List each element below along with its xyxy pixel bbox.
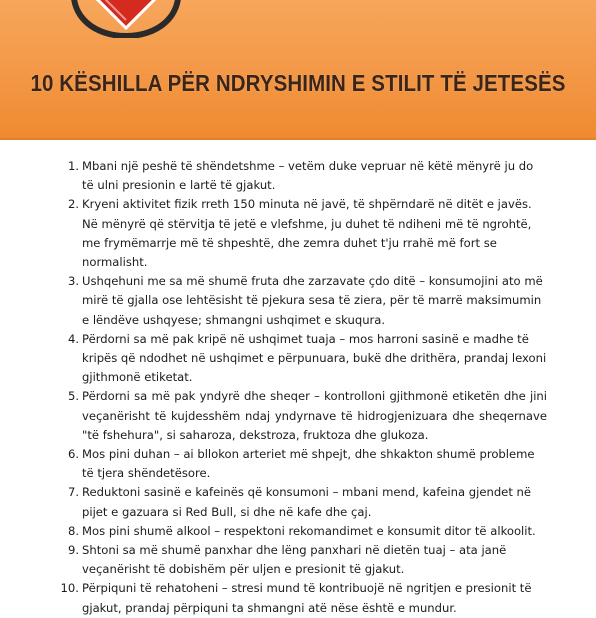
- tip-text: Përdorni sa më pak kripë në ushqimet tuaja – mos harroni sasinë e madhe të kripës që ndodhet në ushqimet e përpunuara, bukë dhe drithëra, prandaj lexoni gjithmonë etiketat.: [82, 331, 547, 385]
- list-item: [53, 387, 547, 445]
- tip-number: 4.: [67, 331, 79, 346]
- tip-number: 1.: [67, 159, 79, 173]
- tip-number: 9.: [67, 543, 79, 558]
- list-item: [53, 483, 547, 521]
- tip-text: Kryeni aktivitet fizik rreth 150 minuta në javë, të shpërndarë në ditët e javës. Në mënyrë që stërvitja të jetë e vlefshme, ju duhet të ndiheni më të ngrohtë, me frymëmarrje më të shpeshtë, dhe zemra duhet t'ju rrahë më fort se normalisht.: [82, 197, 532, 270]
- tip-number: 10.: [60, 581, 79, 596]
- tips-list: [53, 157, 547, 618]
- tip-number: 2.: [67, 197, 79, 212]
- tip-number: 6.: [67, 447, 79, 462]
- list-item: [53, 330, 547, 388]
- tip-text: Mos pini shumë alkool – respektoni rekomandimet e konsumit ditor të alkoolit.: [82, 523, 536, 538]
- tip-text: Ushqehuni me sa më shumë fruta dhe zarzavate çdo ditë – konsumojini ato më mirë të gjalla ose lehtësisht të pjekura sesa të ziera, për të marrë maksimumin e lëndëve ushqyese; shmangni ushqimet e skuqura.: [82, 274, 543, 327]
- tip-number: 7.: [67, 485, 79, 500]
- tip-text: Mbani një peshë të shëndetshme – vetëm duke vepruar në këtë mënyrë ju do të ulni presionin e lartë të gjakut.: [82, 159, 534, 193]
- tip-text: Mos pini duhan – ai bllokon arteriet më shpejt, dhe shkakton shumë probleme të tjera shëndetësore.: [82, 447, 535, 481]
- tip-text: Shtoni sa më shumë panxhar dhe lëng panxhari në dietën tuaj – ata janë veçanërisht të dobishëm për uljen e presionit të gjakut.: [82, 543, 507, 577]
- tip-text: Reduktoni sasinë e kafeinës që konsumoni – mbani mend, kafeina gjendet në pijet e gazuara si Red Bull, si dhe në kafe dhe çaj.: [82, 485, 532, 519]
- tip-number: 8.: [67, 523, 79, 538]
- tip-number: 3.: [67, 274, 79, 289]
- list-item: [53, 579, 547, 617]
- tip-text: Përdorni sa më pak yndyrë dhe sheqer – kontrolloni gjithmonë etiketën dhe jini veçanërisht të kujdesshëm ndaj yndyrnave të hidrogjenizuara dhe sheqernave "të fshehura", si saharoza, dekstroza, fruktoza dhe glukoza.: [82, 389, 547, 442]
- heart-stethoscope-icon: [66, 0, 186, 38]
- list-item: [53, 522, 547, 541]
- tip-text: Përpiquni të rehatoheni – stresi mund të kontribuojë në ngritjen e presionit të gjakut, prandaj përpiquni ta shmangni atë nëse është e mundur.: [82, 581, 532, 615]
- page-title: 10 KËSHILLA PËR NDRYSHIMIN E STILIT TË JETESËS: [30, 70, 566, 97]
- list-item: [53, 541, 547, 579]
- list-item: [53, 195, 547, 272]
- list-item: [53, 445, 547, 483]
- tip-number: 5.: [67, 389, 79, 404]
- list-item: [53, 157, 547, 195]
- list-item: [53, 272, 547, 330]
